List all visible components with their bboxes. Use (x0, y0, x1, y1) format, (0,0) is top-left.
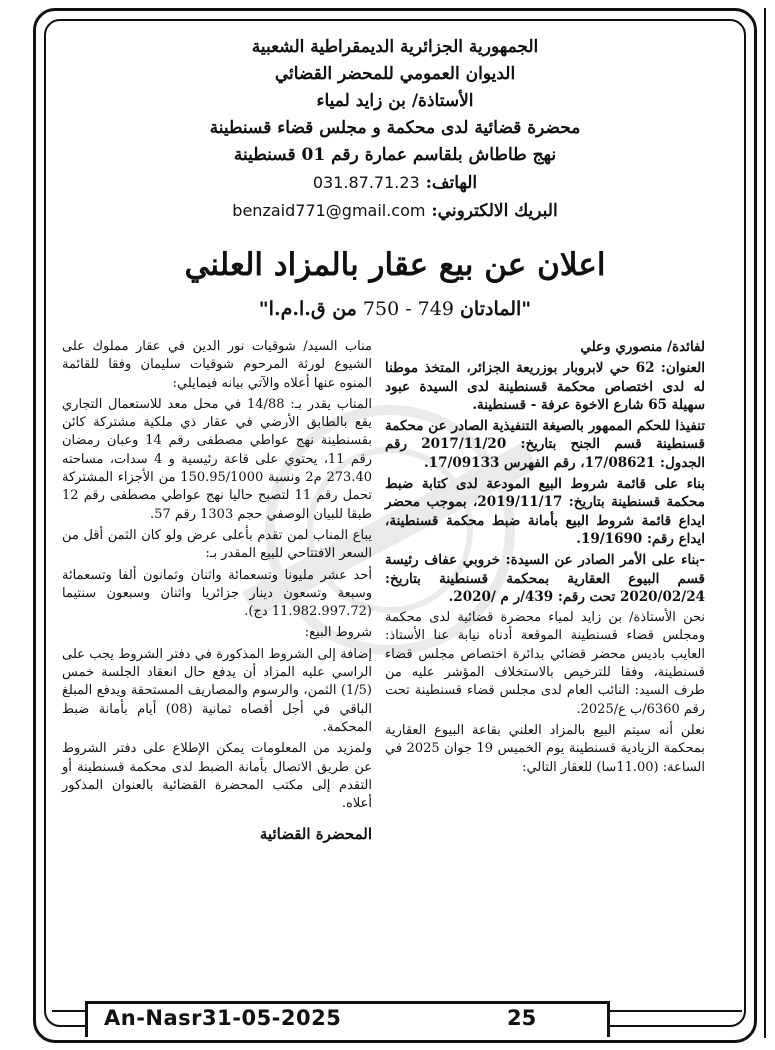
bailiff-statement: نحن الأستاذة/ بن زايد لمياء محضرة قضائية لدى محكمة ومجلس قضاء قسنطينة الموقعة أدناه نيابة عنا الأستاذ: العايب باديس محضر قضائي بدائرة اختصاص مجلس قضاء قسنطينة، وفقا للترخيص بالاستخلاف المؤشر عليه من طرف السيد: النائب العام لدى مجلس قضاء قسنطينة تحت رقم 6360/ب ع/2025. (385, 610, 705, 717)
phone-label: الهاتف: (425, 173, 478, 193)
court-order: -بناء على الأمر الصادر عن السيدة: خروبي عفاف رئيسة قسم البيوع العقارية بمحكمة قسنطينة بتاريخ: 2020/02/24 تحت رقم: 439/ر م /2020. (385, 552, 705, 605)
sale-conditions-heading: شروط البيع: (304, 625, 372, 641)
phone-row (60, 169, 730, 197)
articles-suffix: من ق.ا.م.ا" (258, 298, 357, 320)
adjacent-column-edge (764, 8, 775, 1038)
beneficiary: لفائدة/ منصوري وعلي (580, 339, 705, 355)
footer-source: An-Nasr31-05-2025 (100, 1006, 345, 1030)
property-share: مناب السيد/ شوقيات نور الدين في عقار مملوك على الشيوع لورثة المرحوم شوقيات سليمان وفقا للقائمة المنوه عنها أعلاه والآتي بيانه فيمايلي: (62, 339, 372, 391)
email-row (60, 197, 730, 225)
page-number: 25 (503, 1006, 540, 1030)
auction-date-notice: نعلن أنه سيتم البيع بالمزاد العلني بقاعة البيوع العقارية بمحكمة الزيادية قسنطينة يوم الخميس 19 جوان 2025 في الساعة: (11.00سا) للعقار التالي: (385, 722, 705, 775)
opening-price: أحد عشر مليونا وتسعمائة واثنان وثمانون ألفا وتسعمائة وسبعة وتسعون دينار جزائريا واثنان وسبعون سنتيما (11.982.997.72 دج). (62, 567, 372, 620)
bailiff-name: الأستاذة/ بن زايد لمياء (316, 91, 474, 111)
republic-name: الجمهورية الجزائرية الديمقراطية الشعبية (251, 37, 539, 57)
bailiff-jurisdiction: محضرة قضائية لدى محكمة و مجلس قضاء قسنطينة (209, 118, 581, 138)
property-description: المناب يقدر بـ: 14/88 في محل معد للاستعمال التجاري يقع بالطابق الأرضي في عقار ذي ملكية مشتركة كائن بقسنطينة نهج عواطي مصطفى رقم 14 وعبان رمضان رقم 11، يحتوي على قاعة رئيسية و 4 سدات، مساحته 273.40 م2 ونسبة 150.95/1000 من الأجزاء المشتركة تحمل رقم 11 لتصبح حاليا نهج عواطي مصطفى رقم 12 طبقا للبيان الوصفي حجم 1303 رقم 57. (62, 396, 373, 522)
email-address: benzaid771@gmail.com (232, 201, 426, 220)
email-label: البريك الالكتروني: (431, 201, 558, 221)
conditions-deposit: بناء على قائمة شروط البيع المودعة لدى كتابة ضبط محكمة قسنطينة بتاريخ: 2019/11/17، بموجب محضر ايداع قائمة شروط البيع بأمانة ضبط محكمة قسنطينة، ايداع رقم: 19/1690. (385, 476, 705, 547)
sale-terms: يباع المناب لمن تقدم بأعلى عرض ولو كان الثمن أقل من السعر الافتتاحي للبيع المقدر بـ: (62, 527, 372, 562)
more-information: ولمزيد من المعلومات يمكن الإطلاع على دفتر الشروط عن طريق الاتصال بأمانة الضبط لدى محكمة قسنطينة أو التقدم إلى مكتب المحضرة القضائية بالعنوان المذكور أعلاه. (62, 741, 372, 812)
beneficiary-address: العنوان: 62 حي لابروبار بوزريعة الجزائر، المتخذ موطنا له لدى اختصاص محكمة قسنطينة لدى السيدة عبود سهيلة 65 شارع الاخوة عرفة - قسنطينة. (385, 360, 705, 413)
issuer-header (60, 34, 730, 225)
office-name: الديوان العمومي للمحضر القضائي (274, 64, 516, 84)
announcement-title: اعلان عن بيع عقار بالمزاد العلني (184, 247, 606, 283)
office-address: نهج طاطاش بلقاسم عمارة رقم 01 قسنطينة (233, 145, 557, 165)
right-column (385, 338, 705, 780)
sale-conditions: إضافة إلى الشروط المذكورة في دفتر الشروط يجب على الراسي عليه المزاد أن يدفع حال انعقاد الجلسة خمس (1/5) الثمن، والرسوم والمصاريف المستحقة ويدفع المبلغ الباقي في أجل أقصاه ثمانية (08) أيام بأمانة ضبط المحكمة. (62, 646, 372, 735)
articles-numbers: 749 - 750 (362, 298, 454, 320)
judgment-reference: تنفيذا للحكم الممهور بالصيغة التنفيذية الصادر عن محكمة قسنطينة قسم الجنح بتاريخ: 2017/11/20 رقم الجدول: 17/08621، رقم الفهرس 17/09133. (385, 418, 705, 471)
signature: المحضرة القضائية (259, 825, 372, 844)
legal-articles (60, 298, 730, 320)
phone-number: 031.87.71.23 (312, 173, 420, 192)
articles-prefix: "المادتان (459, 298, 532, 320)
left-column (62, 338, 372, 847)
